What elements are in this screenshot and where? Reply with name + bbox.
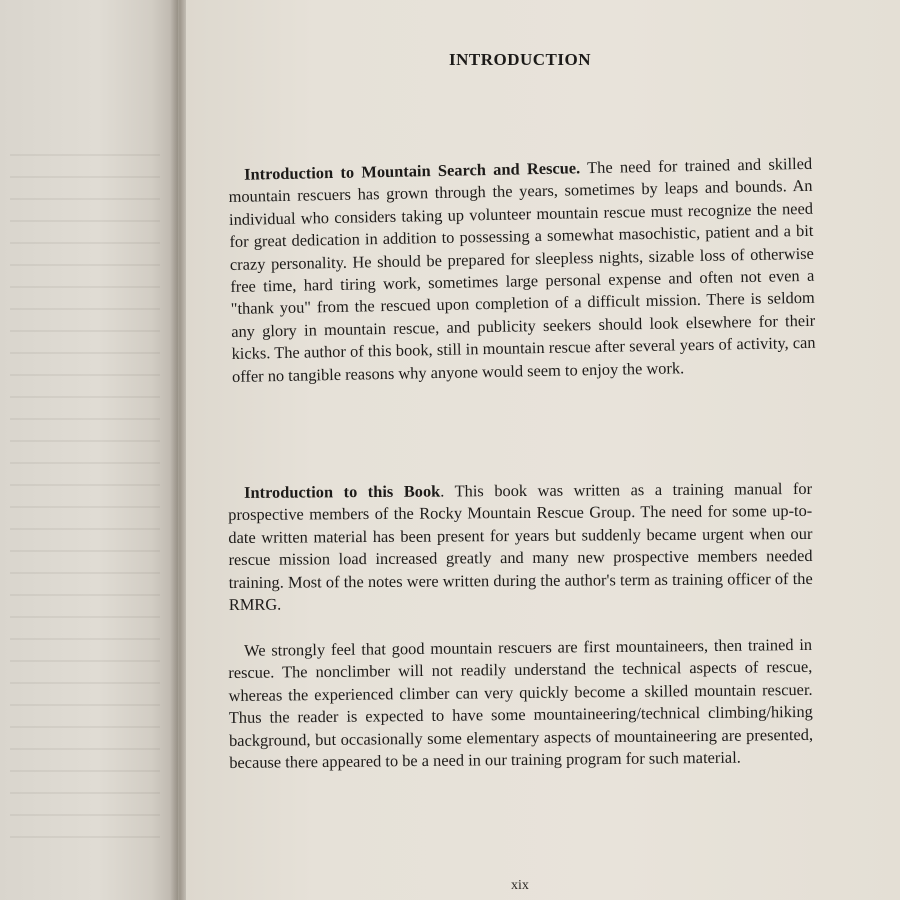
page-number: xix bbox=[511, 878, 529, 893]
paragraph-body: The need for trained and skilled mountain rescuers has grown through the years, sometimes by leaps and bounds. An individual who considers taking up volunteer mountain rescue must recognize the need for great dedication in addition to possessing a somewhat masochistic, patient and a bit crazy personality. He should be prepared for sleepless nights, sizable loss of otherwise free time, hard tiring work, sometimes large personal expense and often not even a "thank you" from the rescued upon completion of a difficult mission. There is seldom any glory in mountain rescue, and publicity seekers should look elsewhere for their kicks. The author of this book, still in mountain rescue after several years of activity, can offer no tangible reasons why anyone would seem to enjoy the work. bbox=[228, 153, 816, 386]
paragraph-this-book bbox=[228, 478, 813, 617]
paragraph-body: We strongly feel that good mountain rescuers are first mountaineers, then trained in rescue. The nonclimber will not readily understand the technical aspects of rescue, whereas the experienced climber can very quickly become a skilled mountain rescuer. Thus the reader is expected to have some mountaineering/technical climbing/hiking background, but occasionally some elementary aspects of mountaineering are presented, because there appeared to be a need in our training program for such material. bbox=[228, 634, 814, 773]
show-through-text bbox=[10, 140, 160, 840]
paragraph-lead: Introduction to this Book bbox=[244, 481, 441, 502]
paragraph-body: . This book was written as a training manual for prospective members of the Rocky Mountain Rescue Group. The need for some up-to-date written material has been present for years but suddenly became urgent when our rescue mission load increased greatly and many new prospective members needed training. Most of the notes were written during the author's term as training officer of the RMRG. bbox=[228, 478, 813, 615]
paragraph-lead: Introduction to Mountain Search and Rescue. bbox=[244, 158, 581, 184]
paragraph-mountain-search-rescue bbox=[228, 153, 816, 388]
left-page bbox=[0, 0, 178, 900]
page-heading: INTRODUCTION bbox=[448, 50, 592, 69]
paragraph-mountaineers bbox=[228, 634, 813, 775]
